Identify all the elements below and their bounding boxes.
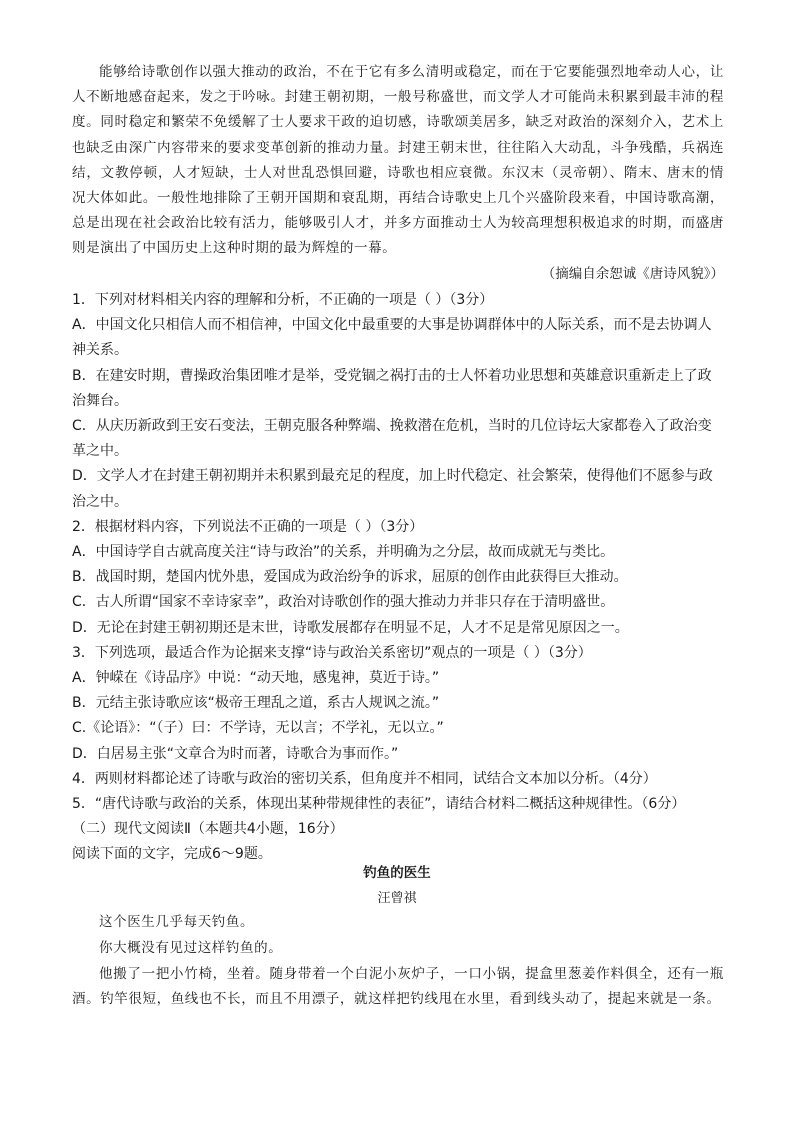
reading-instruction: 阅读下面的文字，完成6～9题。 bbox=[72, 846, 272, 863]
question-2-option-a: A．中国诗学自古就高度关注“诗与政治”的关系，并明确为之分层，故而成就无与类比。 bbox=[72, 544, 615, 561]
story-paragraph: 他搬了一把小竹椅，坐着。随身带着一个白泥小灰炉子，一口小锅，提盒里葱姜作料俱全，还有一瓶酒。钓竿很短，鱼线也不长，而且不用漂子，就这样把钓线甩在水里，看到线头动了，提起来就是一条。 bbox=[72, 965, 724, 1008]
question-2-option-d: D．无论在封建王朝初期还是末世，诗歌发展都存在明显不足，人才不足是常见原因之一。 bbox=[72, 619, 629, 636]
question-4: 4．两则材料都论述了诗歌与政治的密切关系，但角度并不相同，试结合文本加以分析。（4分） bbox=[72, 770, 657, 787]
question-3-option-d: D．白居易主张“文章合为时而著，诗歌合为事而作。” bbox=[72, 745, 399, 762]
question-2-option-c: C．古人所谓“国家不幸诗家幸”，政治对诗歌创作的强大推动力并非只存在于清明盛世。 bbox=[72, 594, 615, 611]
question-1-option-a: A．中国文化只相信人而不相信神，中国文化中最重要的大事是协调群体中的人际关系，而不是去协调人神关系。 bbox=[72, 317, 712, 359]
question-1-stem: 1．下列对材料相关内容的理解和分析，不正确的一项是（ ）（3分） bbox=[72, 292, 494, 308]
question-3-option-b: B．元结主张诗歌应该“极帝王理乱之道，系古人规讽之流。” bbox=[72, 695, 440, 712]
question-3-option-c: C.《论语》：“（子）曰：不学诗，无以言；不学礼，无以立。” bbox=[72, 720, 444, 737]
story-body bbox=[72, 910, 724, 1013]
question-1-option-c: C．从庆历新政到王安石变法，王朝克服各种弊端、挽救潜在危机，当时的几位诗坛大家都卷入了政治变革之中。 bbox=[72, 418, 712, 460]
story-paragraph: 你大概没有见过这样钓鱼的。 bbox=[99, 939, 283, 956]
question-3-stem: 3．下列选项，最适合作为论据来支撑“诗与政治关系密切”观点的一项是（ ）（3分） bbox=[72, 644, 592, 661]
passage-one-paragraph: 能够给诗歌创作以强大推动的政治，不在于它有多么清明或稳定，而在于它要能强烈地牵动人心，让人不断地感奋起来，发之于吟咏。封建王朝初期，一般号称盛世，而文学人才可能尚未积累到最丰沛的程度。同时稳定和繁荣不免缓解了士人要求干政的迫切感，诗歌颂美居多，缺乏对政治的深刻介入，艺术上也缺乏由深广内容带来的要求变革创新的推动力量。封建王朝末世，往往陷入大动乱，斗争残酷，兵祸连结，文教停顿，人才短缺，士人对世乱恐惧回避，诗歌也相应衰微。东汉末（灵帝朝）、隋末、唐末的情况大体如此。一般性地排除了王朝开国期和衰乱期，再结合诗歌史上几个兴盛阶段来看，中国诗歌高潮，总是出现在社会政治比较有活力，能够吸引人才，并多方面推动士人为较高理想积极追求的时期，而盛唐则是演出了中国历史上这种时期的最为辉煌的一幕。 bbox=[72, 64, 724, 257]
question-2-option-b: B．战国时期，楚国内忧外患，爱国成为政治纷争的诉求，屈原的创作由此获得巨大推动。 bbox=[72, 569, 628, 586]
questions-section bbox=[72, 288, 724, 868]
passage-one bbox=[72, 60, 724, 262]
story-author: 汪曾祺 bbox=[377, 891, 417, 906]
story-title: 钓鱼的医生 bbox=[363, 865, 431, 881]
passage-one-source: （摘编自余恕诚《唐诗风貌》） bbox=[541, 266, 724, 282]
question-1-option-d: D．文学人才在封建王朝初期并未积累到最充足的程度，加上时代稳定、社会繁荣，使得他们不愿参与政治之中。 bbox=[72, 468, 713, 510]
question-3-option-a: A．钟嵘在《诗品序》中说：“动天地，感鬼神，莫近于诗。” bbox=[72, 670, 440, 687]
question-5: 5．“唐代诗歌与政治的关系，体现出某种带规律性的表征”，请结合材料二概括这种规律性。（6分） bbox=[72, 796, 686, 813]
question-2-stem: 2．根据材料内容，下列说法不正确的一项是（ ）（3分） bbox=[72, 518, 424, 535]
section-heading: （二）现代文阅读Ⅱ（本题共4小题，16分） bbox=[72, 821, 344, 838]
question-1-option-b: B．在建安时期，曹操政治集团唯才是举，受党锢之祸打击的士人怀着功业思想和英雄意识重新走上了政治舞台。 bbox=[72, 367, 712, 409]
story-paragraph: 这个医生几乎每天钓鱼。 bbox=[99, 914, 255, 930]
